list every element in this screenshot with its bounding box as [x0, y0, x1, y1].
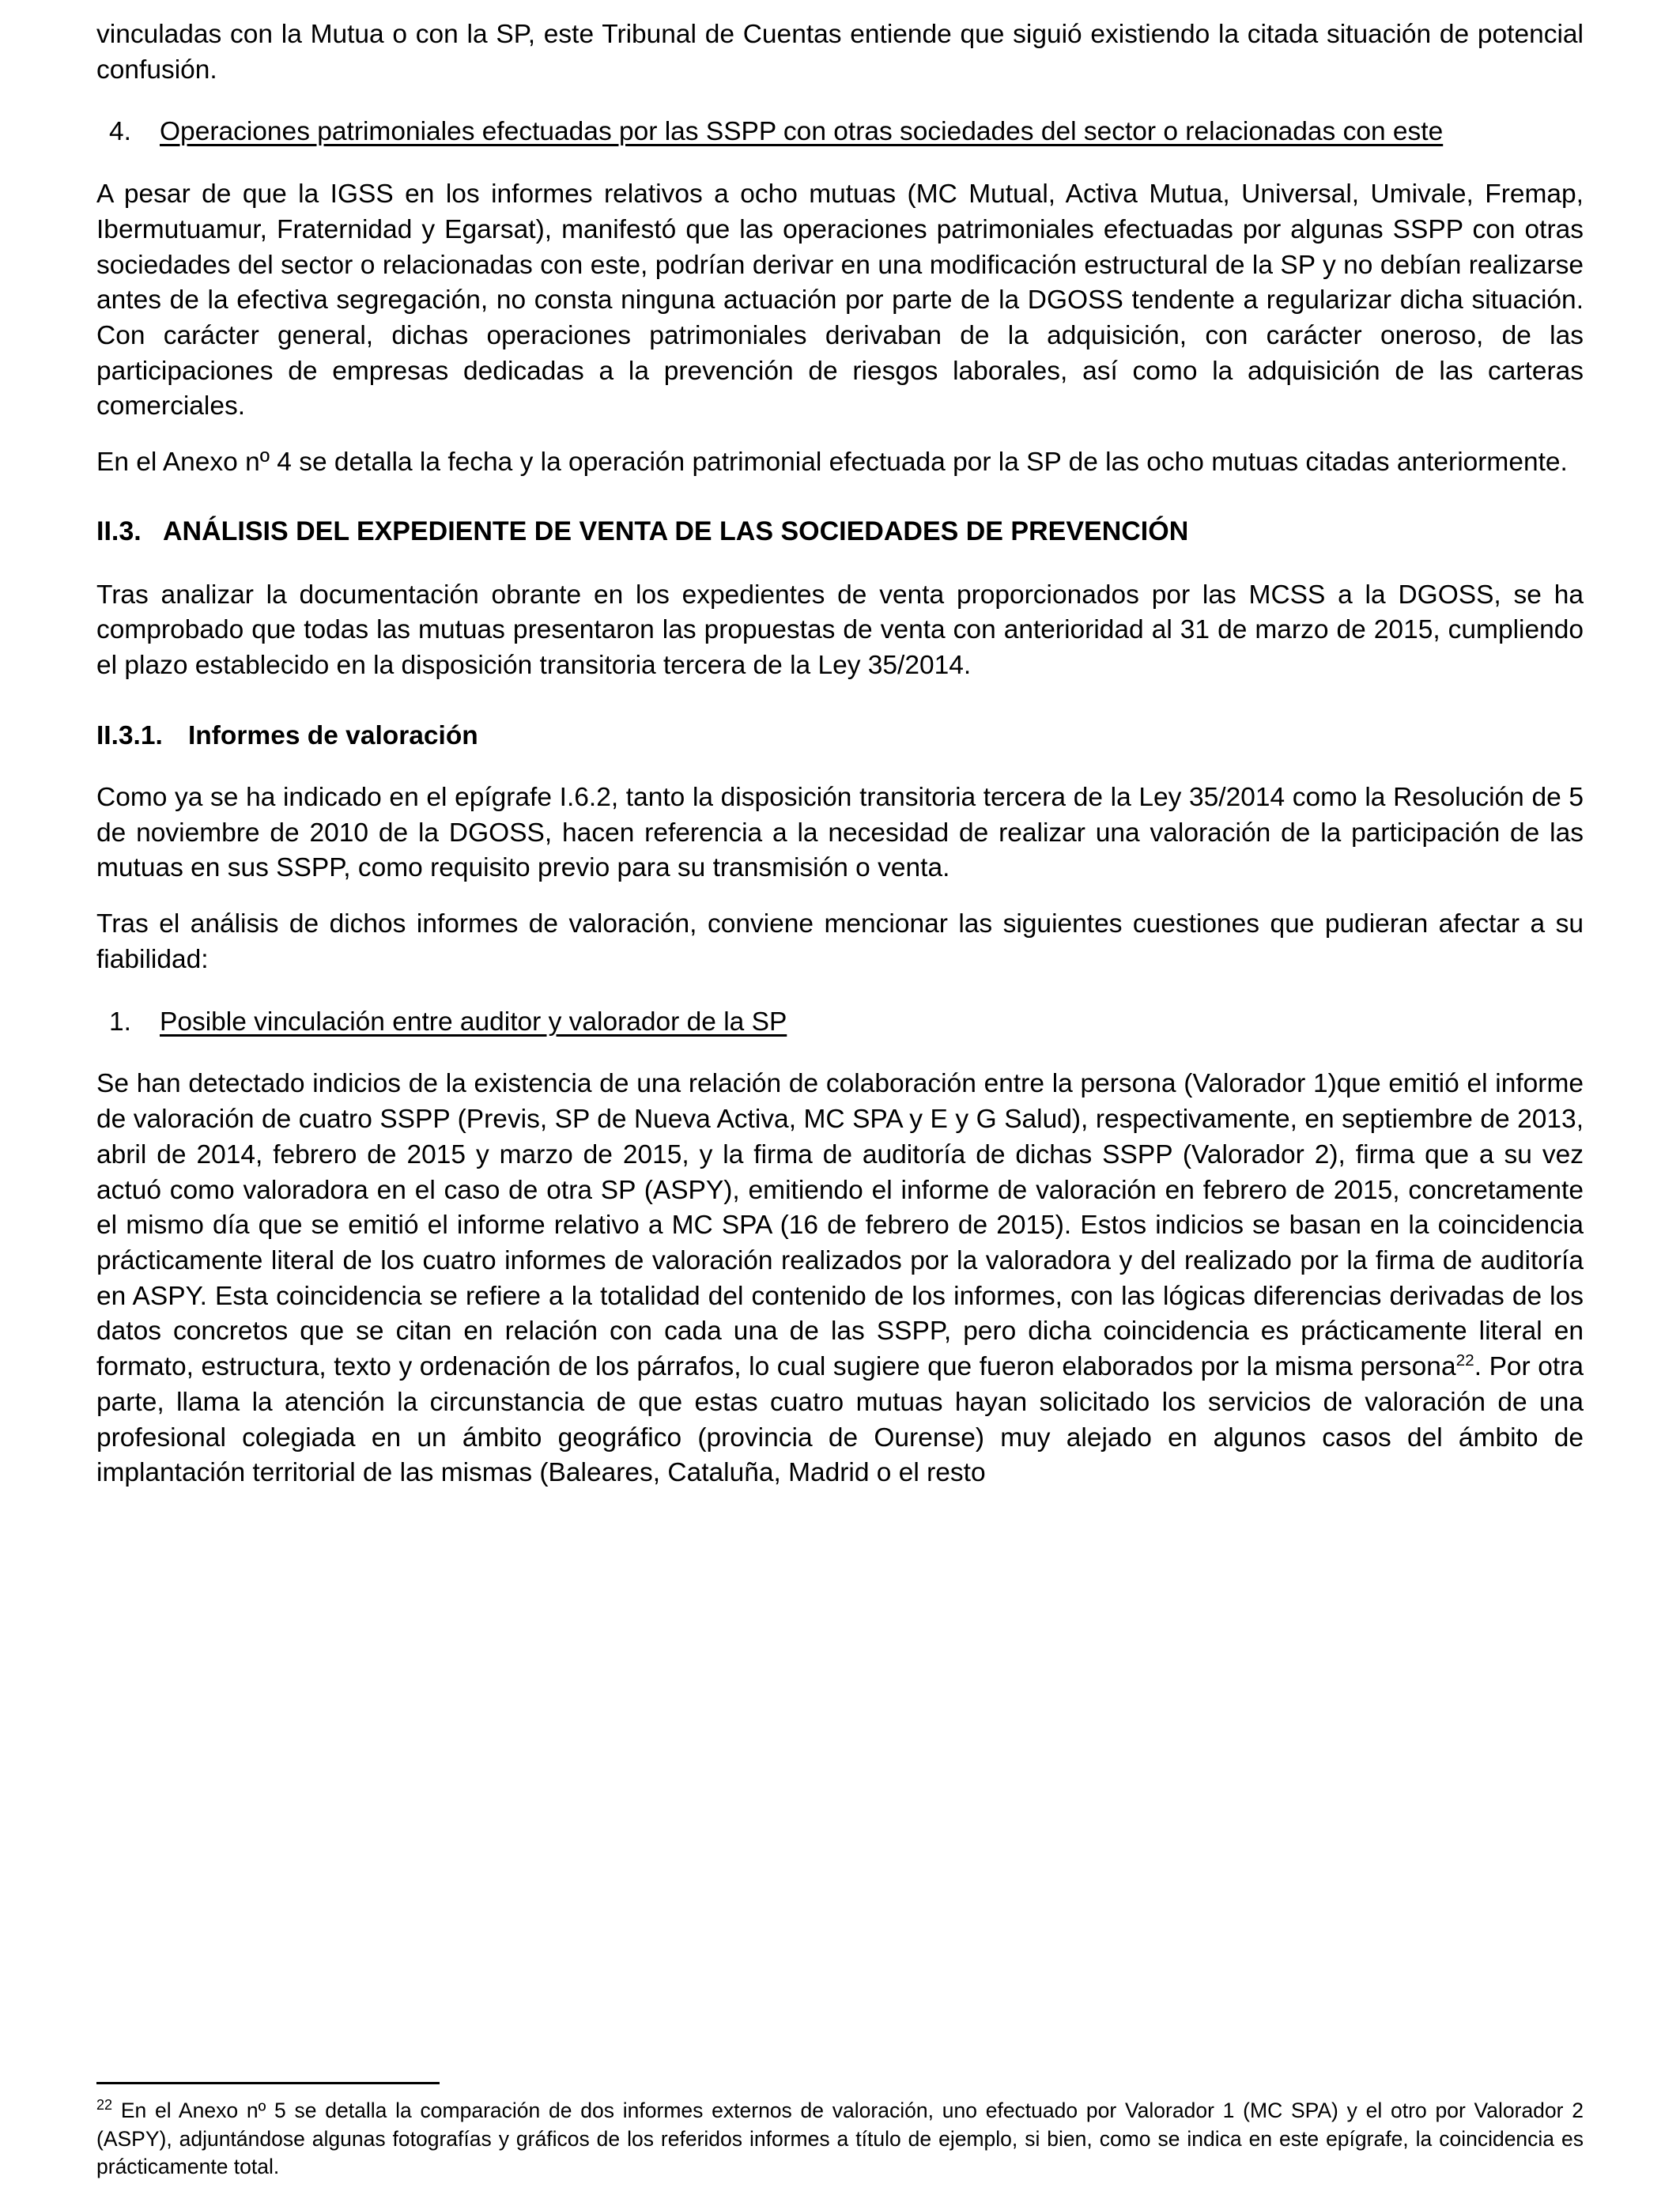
paragraph-anexo-4: En el Anexo nº 4 se detalla la fecha y la operación patrimonial efectuada por la SP de las ocho mutuas citadas anteriormente. — [96, 448, 1568, 478]
section-heading-ii3-title: ANÁLISIS DEL EXPEDIENTE DE VENTA DE LAS SOCIEDADES DE PREVENCIÓN — [163, 516, 1189, 546]
footnote-area — [96, 2082, 1584, 2181]
numbered-heading-1 — [96, 1005, 1584, 1041]
paragraph-tras-analizar: Tras analizar la documentación obrante en los expedientes de venta proporcionados por las MCSS a la DGOSS, se ha comprobado que todas las mutuas presentaron las propuestas de venta con anterioridad al 31 de marzo de 2015, cumpliendo el plazo establecido en la disposición transitoria tercera de la Ley 35/2014. — [96, 580, 1584, 681]
numbered-heading-4-number: 4. — [109, 117, 131, 147]
paragraph-igss-informes: A pesar de que la IGSS en los informes relativos a ocho mutuas (MC Mutual, Activa Mutua, Universal, Umivale, Fremap, Ibermutuamur, Fraternidad y Egarsat), manifestó que las operaciones patrimoniales efectuadas por algunas SSPP con otras sociedades del sector o relacionadas con este, podrían derivar en una modificación estructural de la SP y no debían realizarse antes de la efectiva segregación, no consta ninguna actuación por parte de la DGOSS tendente a regularizar dicha situación. Con carácter general, dichas operaciones patrimoniales derivaban de la adquisición, con carácter oneroso, de las participaciones de empresas dedicadas a la prevención de riesgos laborales, así como la adquisición de las carteras comerciales. — [96, 179, 1584, 421]
footnote-22-marker: 22 — [96, 2097, 113, 2114]
paragraph-se-han-detectado — [96, 1067, 1584, 1491]
numbered-heading-1-text: Posible vinculación entre auditor y valorador de la SP — [160, 1007, 787, 1037]
section-heading-ii31-number: II.3.1. — [96, 720, 163, 750]
section-heading-ii31 — [96, 720, 1584, 752]
paragraph-tras-el-analisis: Tras el análisis de dichos informes de valoración, conviene mencionar las siguientes cuestiones que pudieran afectar a su fiabilidad: — [96, 909, 1584, 974]
footnote-22 — [96, 2097, 1584, 2181]
section-heading-ii3-number: II.3. — [96, 516, 142, 546]
paragraph-se-han-detectado-part2: . Por otra parte, llama la atención la circunstancia de que estas cuatro mutuas hayan solicitado los servicios de valoración de una profesional colegiada en un ámbito geográfico (provincia de Ourense) muy alejado en algunos casos del ámbito de implantación territorial de las mismas (Baleares, Cataluña, Madrid o el resto — [96, 1352, 1584, 1488]
paragraph-se-han-detectado-part1: Se han detectado indicios de la existencia de una relación de colaboración entre la persona (Valorador 1)que emitió el informe de valoración de cuatro SSPP (Previs, SP de Nueva Activa, MC SPA y E y G Salud), respectivamente, en septiembre de 2013, abril de 2014, febrero de 2015 y marzo de 2015, y la firma de auditoría de dichas SSPP (Valorador 2), firma que a su vez actuó como valoradora en el caso de otra SP (ASPY), emitiendo el informe de valoración en febrero de 2015, concretamente el mismo día que se emitió el informe relativo a MC SPA (16 de febrero de 2015). Estos indicios se basan en la coincidencia prácticamente literal de los cuatro informes de valoración realizados por la valoradora y del realizado por la firma de auditoría en ASPY. Esta coincidencia se refiere a la totalidad del contenido de los informes, con las lógicas diferencias derivadas de los datos concretos que se citan en relación con cada una de las SSPP, pero dicha coincidencia es prácticamente literal en formato, estructura, texto y ordenación de los párrafos, lo cual sugiere que fueron elaborados por la misma persona — [96, 1069, 1584, 1382]
section-heading-ii31-title: Informes de valoración — [188, 720, 478, 750]
continued-paragraph: vinculadas con la Mutua o con la SP, este Tribunal de Cuentas entiende que siguió existiendo la citada situación de potencial confusión. — [96, 20, 1584, 85]
footnote-reference-22[interactable]: 22 — [1455, 1351, 1474, 1370]
document-body — [96, 17, 1584, 1491]
numbered-heading-4-text: Operaciones patrimoniales efectuadas por las SSPP con otras sociedades del sector o relacionadas con este — [160, 117, 1444, 147]
paragraph-como-ya-indicado: Como ya se ha indicado en el epígrafe I.6.2, tanto la disposición transitoria tercera de la Ley 35/2014 como la Resolución de 5 de noviembre de 2010 de la DGOSS, hacen referencia a la necesidad de realizar una valoración de la participación de las mutuas en sus SSPP, como requisito previo para su transmisión o venta. — [96, 783, 1584, 883]
footnote-22-text: En el Anexo nº 5 se detalla la comparación de dos informes externos de valoración, uno efectuado por Valorador 1 (MC SPA) y el otro por Valorador 2 (ASPY), adjuntándose algunas fotografías y gráficos de los referidos informes a título de ejemplo, si bien, como se indica en este epígrafe, la coincidencia es prácticamente total. — [96, 2099, 1584, 2178]
numbered-heading-1-number: 1. — [109, 1007, 131, 1037]
footnote-separator-rule — [96, 2082, 440, 2084]
numbered-heading-4 — [96, 115, 1584, 150]
section-heading-ii3 — [96, 516, 1584, 548]
